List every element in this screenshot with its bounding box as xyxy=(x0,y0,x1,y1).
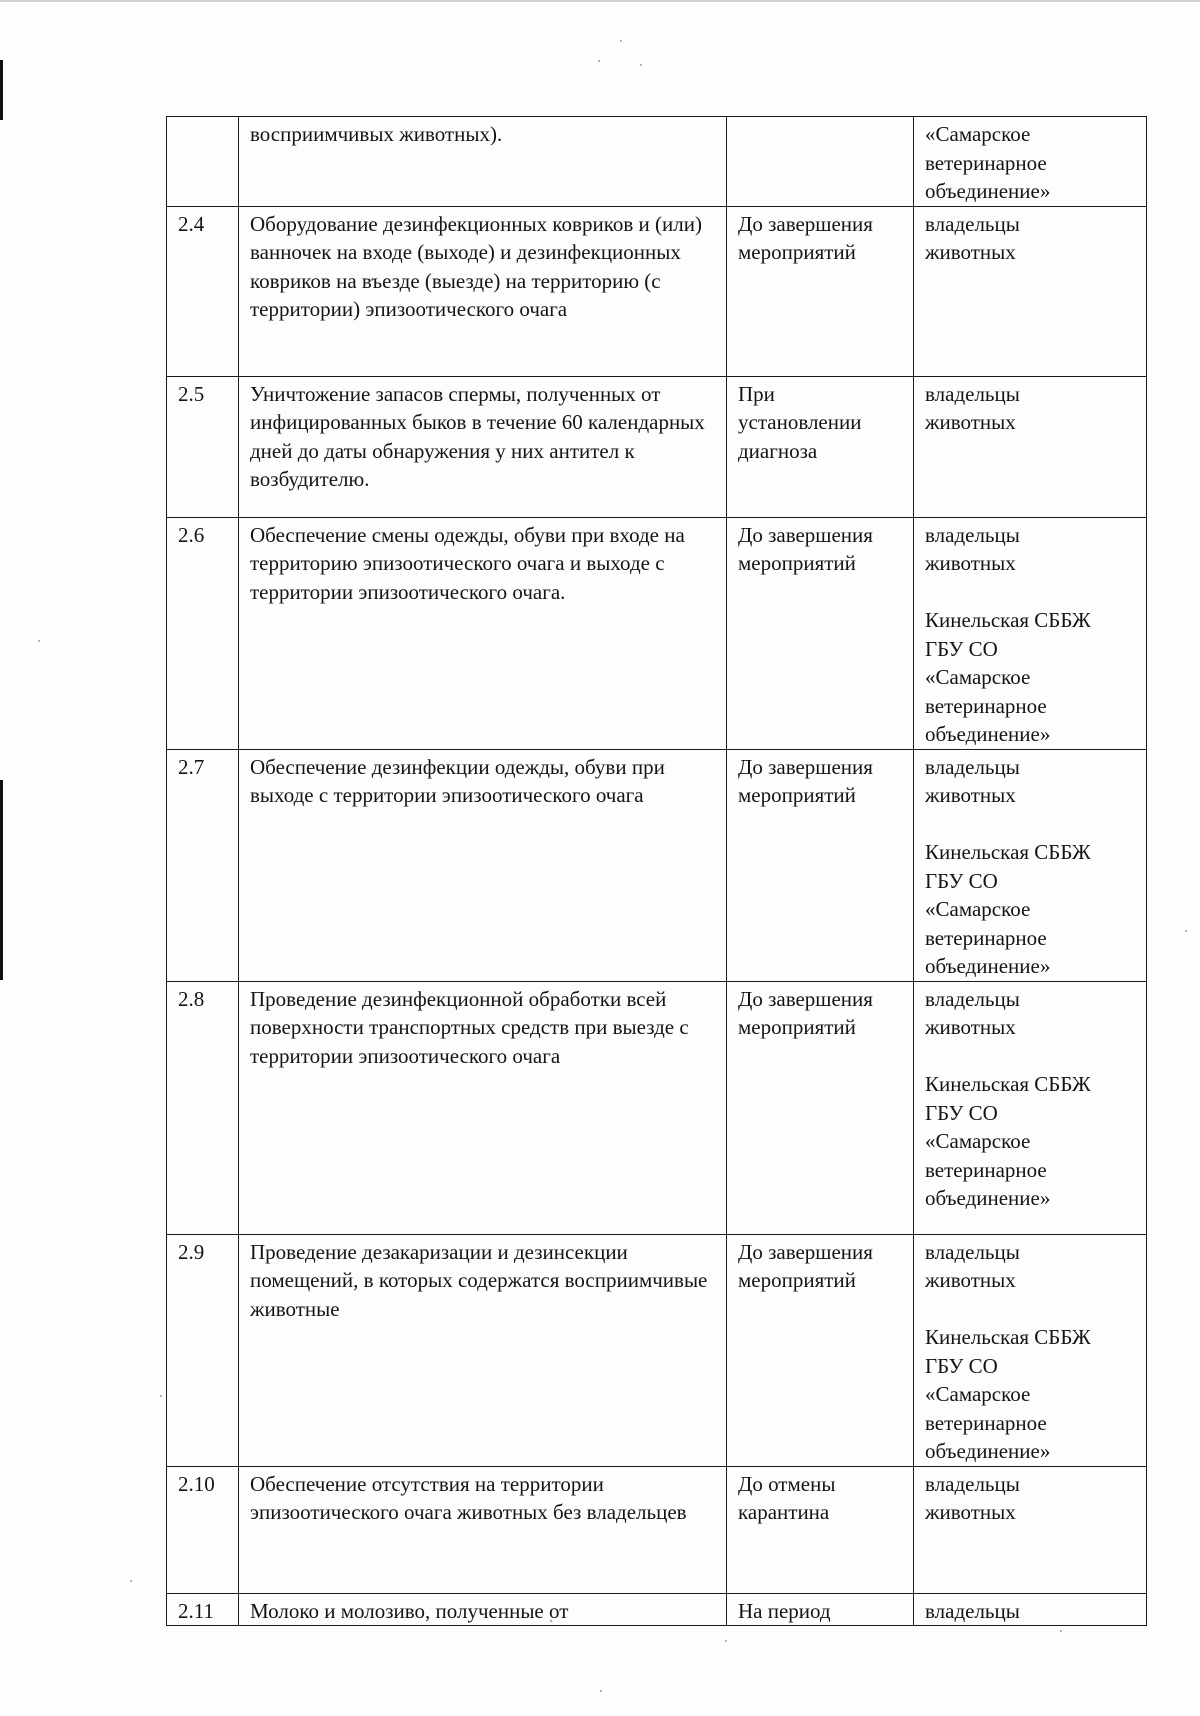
row-number-cell: 2.7 xyxy=(167,749,239,981)
responsible-cell xyxy=(914,749,1147,981)
scan-artifact-left-edge xyxy=(0,60,3,120)
responsible-line: ГБУ СО xyxy=(925,868,998,893)
responsible-line: объединение» xyxy=(925,179,1051,203)
row-number-cell: 2.5 xyxy=(167,376,239,517)
scan-speck xyxy=(640,64,642,66)
event-cell: Молоко и молозиво, полученные от xyxy=(239,1593,727,1626)
responsible-cell xyxy=(914,1593,1147,1626)
event-cell: восприимчивых животных). xyxy=(239,117,727,207)
table-row xyxy=(167,517,1147,749)
responsible-cell xyxy=(914,206,1147,376)
event-cell: Обеспечение отсутствия на территории эпизоотического очага животных без владельцев xyxy=(239,1466,727,1593)
scan-speck xyxy=(620,40,622,42)
deadline-cell: До отмены карантина xyxy=(727,1466,914,1593)
row-number-cell: 2.9 xyxy=(167,1234,239,1466)
responsible-line: Кинельская СББЖ xyxy=(925,608,1091,632)
row-number-cell: 2.10 xyxy=(167,1466,239,1593)
responsible-cell xyxy=(914,376,1147,517)
table-row xyxy=(167,981,1147,1234)
event-cell: Обеспечение смены одежды, обуви при входе на территорию эпизоотического очага и выходе с территории эпизоотического очага. xyxy=(239,517,727,749)
responsible-line: животных xyxy=(925,410,1016,434)
responsible-cell xyxy=(914,981,1147,1234)
responsible-line: ГБУ СО xyxy=(925,1353,998,1378)
deadline-cell: На период xyxy=(727,1593,914,1626)
responsible-line: «Самарское xyxy=(925,897,1031,921)
responsible-line: «Самарское xyxy=(925,665,1031,689)
responsible-spacer xyxy=(925,1295,1136,1324)
responsible-cell xyxy=(914,517,1147,749)
responsible-spacer xyxy=(925,810,1136,839)
responsible-line: ГБУ СО xyxy=(925,1100,998,1125)
scan-speck xyxy=(38,640,40,642)
responsible-line: объединение» xyxy=(925,954,1051,978)
responsible-line: животных xyxy=(925,1500,1016,1524)
responsible-line: владельцы xyxy=(925,754,1020,779)
responsible-line: ветеринарное xyxy=(925,1410,1047,1435)
measures-table xyxy=(166,116,1147,1626)
scan-artifact-left-edge xyxy=(0,780,3,980)
row-number-cell: 2.8 xyxy=(167,981,239,1234)
responsible-cell xyxy=(914,1234,1147,1466)
table-row xyxy=(167,1234,1147,1466)
responsible-line: Кинельская СББЖ xyxy=(925,1072,1091,1096)
scan-artifact-top-line xyxy=(0,0,1200,2)
row-number-cell: 2.11 xyxy=(167,1593,239,1626)
responsible-line: животных xyxy=(925,240,1016,264)
responsible-line: ветеринарное xyxy=(925,925,1047,950)
responsible-line: животных xyxy=(925,1268,1016,1292)
row-number-cell: 2.4 xyxy=(167,206,239,376)
table-row xyxy=(167,1593,1147,1626)
responsible-line: владельцы xyxy=(925,381,1020,406)
event-cell: Проведение дезакаризации и дезинсекции помещений, в которых содержатся восприимчивые животные xyxy=(239,1234,727,1466)
responsible-spacer xyxy=(925,1042,1136,1071)
scan-speck xyxy=(600,1690,602,1692)
responsible-line: «Самарское xyxy=(925,122,1031,146)
deadline-cell: До завершения мероприятий xyxy=(727,981,914,1234)
responsible-line: «Самарское xyxy=(925,1382,1031,1406)
responsible-line: объединение» xyxy=(925,1186,1051,1210)
scan-speck xyxy=(130,1580,132,1582)
responsible-line: владельцы xyxy=(925,1598,1020,1623)
table-row xyxy=(167,749,1147,981)
responsible-spacer xyxy=(925,578,1136,607)
table-row xyxy=(167,376,1147,517)
responsible-line: Кинельская СББЖ xyxy=(925,840,1091,864)
responsible-line: ветеринарное xyxy=(925,693,1047,718)
event-cell: Уничтожение запасов спермы, полученных от инфицированных быков в течение 60 календарных дней до даты обнаружения у них антител к возбудителю. xyxy=(239,376,727,517)
scan-speck xyxy=(598,60,600,62)
row-number-cell xyxy=(167,117,239,207)
responsible-line: животных xyxy=(925,551,1016,575)
table-row xyxy=(167,117,1147,207)
table-row xyxy=(167,206,1147,376)
deadline-cell: До завершения мероприятий xyxy=(727,206,914,376)
responsible-cell xyxy=(914,1466,1147,1593)
responsible-line: объединение» xyxy=(925,722,1051,746)
measures-table-body xyxy=(167,117,1147,1626)
deadline-cell: До завершения мероприятий xyxy=(727,749,914,981)
scan-speck xyxy=(1060,1630,1062,1632)
responsible-cell xyxy=(914,117,1147,207)
deadline-cell xyxy=(727,117,914,207)
event-cell: Оборудование дезинфекционных ковриков и (или) ванночек на входе (выходе) и дезинфекционных ковриков на въезде (выезде) на территорию (с территории) эпизоотического очага xyxy=(239,206,727,376)
deadline-cell: До завершения мероприятий xyxy=(727,1234,914,1466)
scan-speck xyxy=(725,1640,727,1642)
responsible-line: Кинельская СББЖ xyxy=(925,1325,1091,1349)
scan-speck xyxy=(1185,930,1187,932)
responsible-line: животных xyxy=(925,1015,1016,1039)
responsible-line: «Самарское xyxy=(925,1129,1031,1153)
responsible-line: владельцы xyxy=(925,522,1020,547)
responsible-line: объединение» xyxy=(925,1439,1051,1463)
scan-speck xyxy=(160,1395,162,1397)
responsible-line: ветеринарное xyxy=(925,150,1047,175)
responsible-line: владельцы xyxy=(925,1239,1020,1264)
row-number-cell: 2.6 xyxy=(167,517,239,749)
responsible-line: животных xyxy=(925,783,1016,807)
responsible-line: владельцы xyxy=(925,1471,1020,1496)
responsible-line: ГБУ СО xyxy=(925,636,998,661)
event-cell: Проведение дезинфекционной обработки всей поверхности транспортных средств при выезде с территории эпизоотического очага xyxy=(239,981,727,1234)
responsible-line: владельцы xyxy=(925,986,1020,1011)
table-row xyxy=(167,1466,1147,1593)
responsible-line: ветеринарное xyxy=(925,1157,1047,1182)
responsible-line: владельцы xyxy=(925,211,1020,236)
deadline-cell: При установлении диагноза xyxy=(727,376,914,517)
event-cell: Обеспечение дезинфекции одежды, обуви при выходе с территории эпизоотического очага xyxy=(239,749,727,981)
deadline-cell: До завершения мероприятий xyxy=(727,517,914,749)
